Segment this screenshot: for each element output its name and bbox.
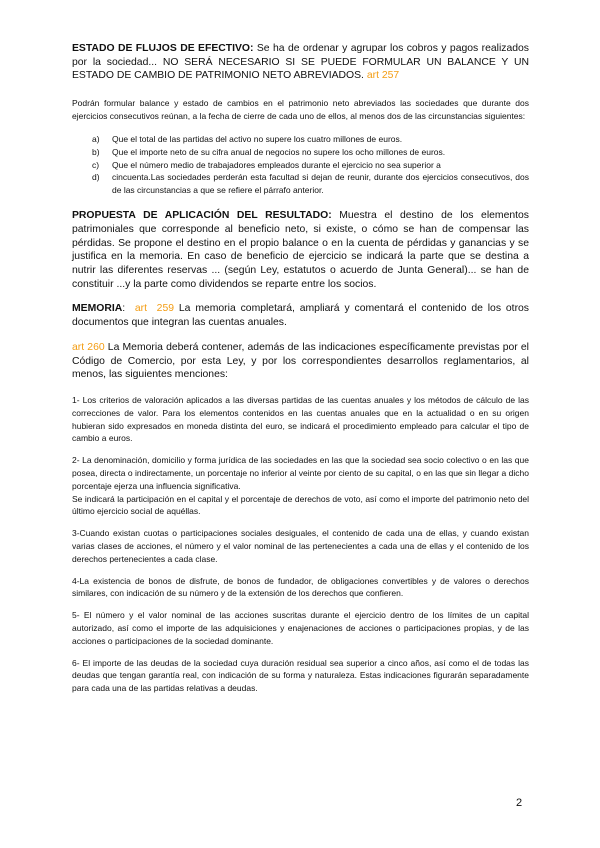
- mencion-2-continuation: Se indicará la participación en el capital y el porcentaje de derechos de voto, así como el importe del patrimonio neto del último ejercicio social de aquéllas.: [72, 493, 529, 517]
- abreviados-intro: Podrán formular balance y estado de cambios en el patrimonio neto abreviados las sociedades que durante dos ejercicios consecutivos reúnan, a la fecha de cierre de cada uno de ellos, al menos dos de las circunstancias siguientes:: [72, 98, 529, 121]
- list-item: a) Que el total de las partidas del activo no supere los cuatro millones de euros.: [92, 133, 403, 144]
- flujos-paragraph: [72, 42, 529, 83]
- memoria-heading: MEMORIA: [72, 303, 123, 315]
- art260-ref: art 260: [72, 341, 105, 353]
- mencion-6: 6- El importe de las deudas de la sociedad cuya duración residual sea superior a cinco años, así como el de todas las deudas que tengan garantía real, con indicación de su forma y naturaleza. Estas indicaciones figurarán separadamente para cada una de las partidas relativas a deudas.: [72, 657, 529, 694]
- list-item: d) cincuenta.Las sociedades perderán esta facultad si dejan de reunir, durante dos ejercicios consecutivos, dos de las circunstancias a que se refiere el párrafo anterior.: [92, 172, 529, 196]
- flujos-article-ref: art 257: [363, 70, 400, 82]
- page-number: 2: [516, 797, 523, 809]
- list-item: c) Que el número medio de trabajadores empleados durante el ejercicio no sea superior a: [92, 159, 441, 170]
- propuesta-paragraph: [72, 209, 529, 291]
- flujos-body: Se ha de ordenar y agrupar los cobros y pagos realizados por la sociedad... NO SERÁ NECESARIO SI SE PUEDE FORMULAR UN BALANCE Y UN ESTADO DE CAMBIO DE PATRIMONIO NETO ABREVIADOS.: [72, 43, 529, 82]
- mencion-1: 1- Los criterios de valoración aplicados a las diversas partidas de las cuentas anuales y los métodos de cálculo de las correcciones de valor. Para los elementos contenidos en las cuentas anuales que en la actualidad o en su origen hubieran sido expresados en moneda distinta del euro, se indicará el procedimiento empleado para calcular el tipo de cambio a euros.: [72, 394, 529, 444]
- mencion-2: 2- La denominación, domicilio y forma jurídica de las sociedades en las que la sociedad sea socio colectivo o en las que posea, directa o indirectamente, un porcentaje no inferior al veinte por ciento de su capital, o en las que sin llegar a dicho porcentaje ejerza una influencia significativa.: [72, 455, 529, 491]
- memoria-body: La memoria completará, ampliará y comentará el contenido de los otros documentos que integran las cuentas anuales.: [72, 303, 529, 329]
- circunstancias-list: [92, 133, 529, 198]
- propuesta-heading: PROPUESTA DE APLICACIÓN DEL RESULTADO:: [72, 210, 332, 222]
- list-item: b) Que el importe neto de su cifra anual de negocios no supere los ocho millones de euros.: [92, 146, 446, 157]
- memoria-article-ref: art 259: [125, 303, 175, 315]
- flujos-heading: ESTADO DE FLUJOS DE EFECTIVO:: [72, 43, 254, 54]
- mencion-3: 3-Cuando existan cuotas o participaciones sociales desiguales, el contenido de cada una de ellas, y cuando existan varias clases de acciones, el número y el valor nominal de las pertenecientes a cada una de ellas y el contenido de los derechos pertenecientes a cada clase.: [72, 528, 529, 564]
- propuesta-body: Muestra el destino de los elementos patrimoniales que corresponde al beneficio neto, si existe, o cómo se han de compensar las pérdidas. Se propone el destino en el propio balance o en la cuenta de pérdidas y ganancias y se justifica en la memoria. En caso de beneficio de ejercicio se indicará la parte que se destina a nutrir las diferentes reservas ... (según Ley, estatutos o acuerdo de Junta General)... se han de constituir ...y la parte como dividendos se reparte entre los socios.: [72, 210, 529, 290]
- mencion-5: 5- El número y el valor nominal de las acciones suscritas durante el ejercicio dentro de los límites de un capital autorizado, así como el importe de las adquisiciones y enajenaciones de acciones o participaciones propias, y de las acciones o participaciones de la sociedad dominante.: [72, 610, 529, 646]
- memoria-paragraph: MEMORIA: art 259 La memoria completará, ampliará y comentará el contenido de los otros documentos que integran las cuentas anuales.: [72, 303, 529, 329]
- art260-body: La Memoria deberá contener, además de las indicaciones específicamente previstas por el Código de Comercio, por esta Ley, y por los correspondientes desarrollos reglamentarios, al menos, las siguientes menciones:: [72, 341, 529, 381]
- art260-paragraph: [72, 341, 529, 382]
- mencion-4: 4-La existencia de bonos de disfrute, de bonos de fundador, de obligaciones convertibles y de valores o derechos similares, con indicación de su número y de la extensión de los derechos que confieren.: [72, 575, 529, 599]
- document-page: [72, 42, 529, 695]
